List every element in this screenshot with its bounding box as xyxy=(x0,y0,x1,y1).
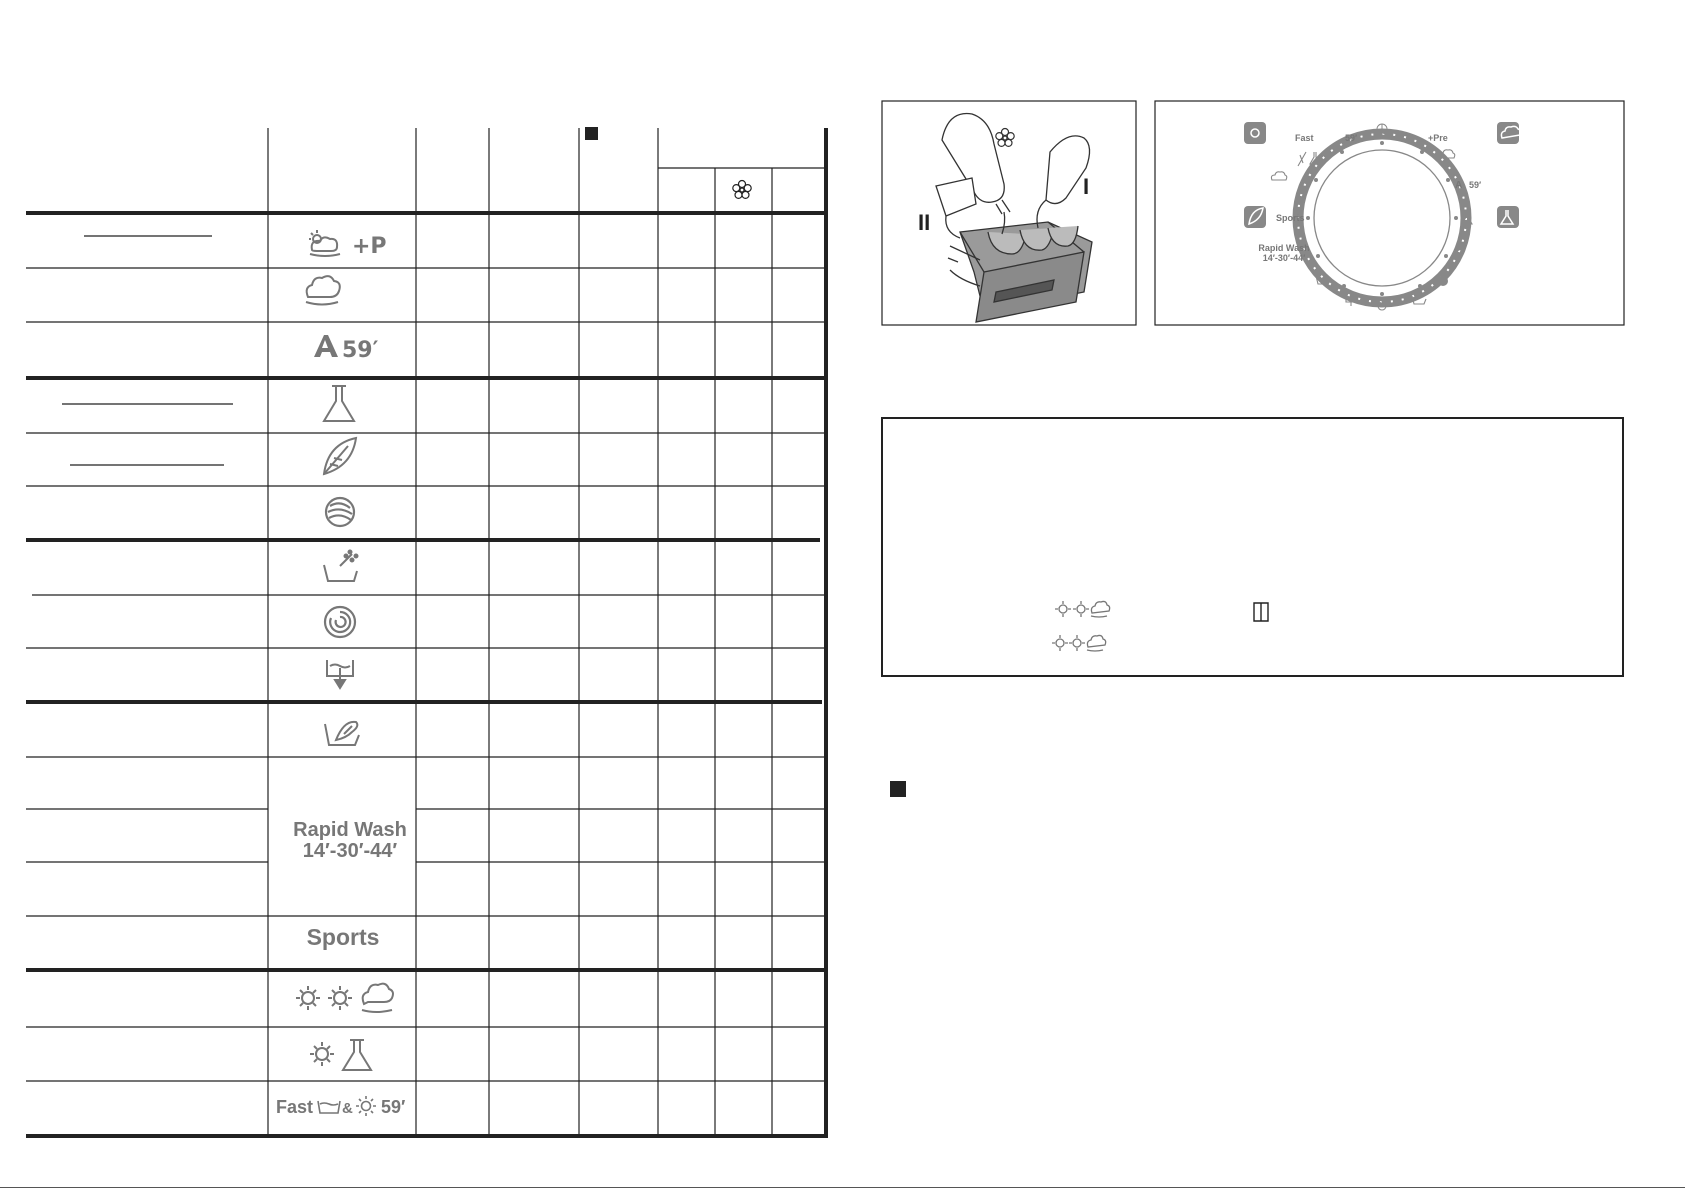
dial-fast-label: Fast xyxy=(1295,133,1314,143)
rapid-wash-label: Rapid Wash xyxy=(293,819,407,841)
page-footer-line xyxy=(0,1187,1685,1188)
a-59-icon xyxy=(314,335,379,363)
dial-rapid-label: Rapid Wash xyxy=(1258,243,1310,253)
dial-fast-time: 59′ xyxy=(1345,133,1358,143)
feather-icon xyxy=(324,438,356,474)
notice-dry-icon-2 xyxy=(1052,635,1106,651)
sports-label: Sports xyxy=(306,924,380,950)
a-59-label: 59′ xyxy=(342,338,379,363)
dial-cloud-icon xyxy=(1497,122,1521,144)
dial-prewash-label: +Pre xyxy=(1428,133,1448,143)
notice-dry-icon-1 xyxy=(1055,601,1110,617)
section-marker-icon xyxy=(890,781,906,797)
drain-icon xyxy=(327,660,353,688)
sun-icon xyxy=(356,1096,376,1116)
fast-time-label: 59′ xyxy=(381,1097,406,1117)
delicates-prewash-icon xyxy=(309,230,340,256)
dry-mixed-icon xyxy=(310,1040,371,1070)
dial-position-dots xyxy=(1306,141,1458,296)
black-square-icon xyxy=(585,127,598,140)
amp-label: & xyxy=(342,1100,353,1117)
spin-icon xyxy=(325,607,355,637)
mixed-flask-icon xyxy=(324,386,354,421)
book-icon xyxy=(1254,603,1268,621)
dial-rapid-times: 14′-30′-44′ xyxy=(1262,253,1306,263)
fast-wash-dry-text xyxy=(276,1096,405,1117)
dial-wool-dot xyxy=(1438,276,1448,286)
dial-flask-icon xyxy=(1497,206,1519,228)
dry-delicates-icon xyxy=(296,984,393,1012)
wool-icon xyxy=(326,498,354,526)
dial-a-symbol: A xyxy=(1455,180,1463,191)
wash-tub-icon xyxy=(318,1101,340,1113)
rinse-icon xyxy=(324,551,358,582)
hand-wash-icon xyxy=(325,722,359,745)
dial-wash-icon xyxy=(1244,122,1266,144)
prewash-label: +P xyxy=(352,234,387,259)
dial-feather-icon xyxy=(1244,206,1266,228)
programme-table xyxy=(26,128,826,1138)
compartment-1-label: I xyxy=(1083,174,1090,199)
drawer-illustration xyxy=(936,114,1092,322)
rapid-wash-times: 14′-30′-44′ xyxy=(302,840,398,862)
compartment-2-label: II xyxy=(918,210,931,235)
delicates-icon xyxy=(306,276,340,304)
dial-a-59-label: 59′ xyxy=(1469,180,1482,190)
fast-label: Fast xyxy=(276,1097,314,1117)
flower-icon xyxy=(733,181,751,199)
dial-sports-label: Sports xyxy=(1276,213,1305,223)
notice-box xyxy=(882,418,1623,676)
